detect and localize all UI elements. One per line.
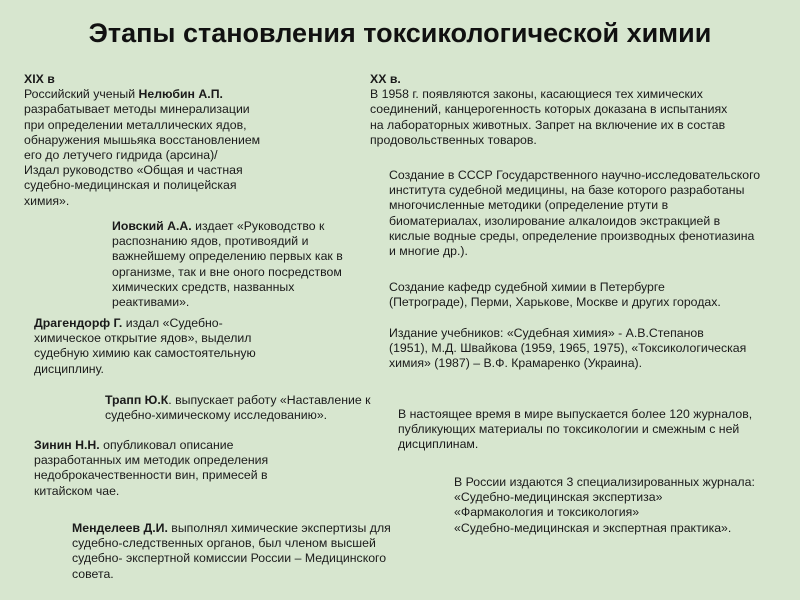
block-trapp-text: . выпускает работу «Наставление к судебно-химическому исследованию».: [105, 393, 371, 423]
block-xx-century-text: В 1958 г. появляются законы, касающиеся тех химических соединений, канцерогенность которых доказана в испытаниях на лабораторных животных. Запрет на включение их в состав продовольственных товаров.: [370, 87, 728, 147]
block-mendeleev-text: выполнял химические экспертизы для судебно-следственных органов, был членом высшей судебно- экспертной комиссии России – Медицинского совета.: [72, 521, 391, 581]
author-mendeleev: Менделеев Д.И.: [72, 521, 168, 535]
block-journals-world: В настоящее время в мире выпускается более 120 журналов, публикующих материалы по токсикологии и смежным с ней дисциплинам.: [398, 407, 753, 452]
block-nelyubin: [24, 72, 260, 209]
block-textbooks: Издание учебников: «Судебная химия» - А.В.Степанов (1951), М.Д. Швайкова (1959, 1965, 1975), «Токсикологическая химия» (1987) – В.Ф. Крамаренко (Украина).: [389, 326, 747, 371]
author-iovsky: Иовский А.А.: [112, 219, 192, 233]
block-departments: Создание кафедр судебной химии в Петербурге (Петрограде), Перми, Харькове, Москве и других городах.: [389, 280, 721, 310]
century-heading-20: XX в.: [370, 72, 401, 86]
block-trapp: [105, 393, 371, 423]
block-iovsky: [112, 219, 343, 310]
block-dragendorf-text: издал «Судебно- химическое открытие ядов», выделил судебную химию как самостоятельную дисциплину.: [34, 316, 256, 376]
block-xx-century: [370, 72, 727, 148]
century-heading-19: XIX в: [24, 72, 55, 86]
author-nelyubin: Нелюбин А.П.: [138, 87, 223, 102]
block-nelyubin-text: разрабатывает методы минерализации при определении металлических ядов, обнаружения мышьяка восстановлением его до летучего гидрида (арсина)/ Издал руководство «Общая и частная судебно-медицинская и полицейская химия».: [24, 102, 261, 208]
block-mendeleev: [72, 521, 391, 582]
author-zinin: Зинин Н.Н.: [34, 438, 100, 452]
author-dragendorf: Драгендорф Г.: [34, 316, 123, 330]
block-dragendorf: [34, 316, 256, 377]
block-ussr-institute: Создание в СССР Государственного научно-исследовательского института судебной медицины, на базе которого разработаны многочисленные методики (определение ртути в биоматериалах, изолирование алкалоидов экстракцией в кислые водные среды, определение производных фенотиазина и многие др.).: [389, 168, 761, 259]
author-trapp: Трапп Ю.К: [105, 393, 169, 407]
block-iovsky-text: издает «Руководство к распознанию ядов, противоядий и важнейшему определению первых как в организме, так и вне оного посредством химических средств, названных реактивами».: [112, 219, 343, 310]
slide-title: Этапы становления токсикологической химии: [88, 18, 712, 48]
block-zinin-text: опубликовал описание разработанных им методик определения недоброкачественности вин, примесей в китайском чае.: [34, 438, 269, 498]
block-journals-russia: В России издаются 3 специализированных журнала: «Судебно-медицинская экспертиза» «Фармакология и токсикология» «Судебно-медицинская и экспертная практика».: [454, 475, 755, 535]
block-nelyubin-pre: Российский ученый: [24, 87, 139, 102]
block-zinin: [34, 438, 268, 499]
